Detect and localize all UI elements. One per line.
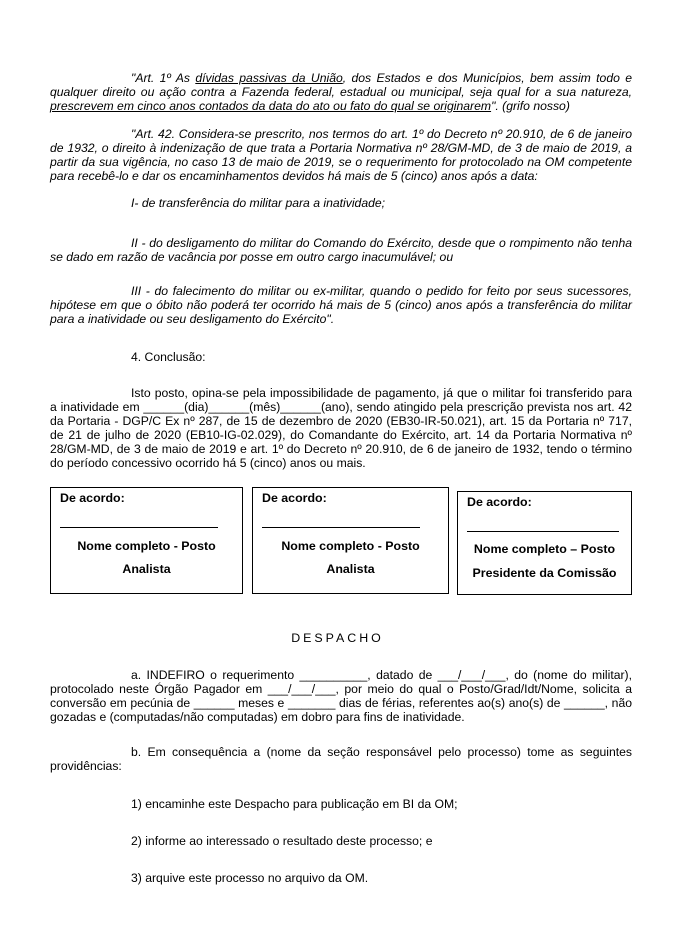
signature-box-3	[457, 491, 632, 595]
despacho-b: b. Em consequência a (nome da seção responsável pelo processo) tome as seguintes providências:	[50, 745, 632, 773]
signature-name: Nome completo - Posto	[77, 539, 216, 553]
signature-line	[60, 527, 218, 528]
quote-art1: "Art. 1º As dívidas passivas da União, dos Estados e dos Municípios, bem assim todo e qualquer direito ou ação contra a Fazenda federal, estadual ou municipal, seja qual for a sua natureza, prescrevem em cinco anos contados da data do ato ou fato do qual se originarem". (grifo nosso)	[50, 71, 632, 113]
signature-box-2	[252, 487, 449, 594]
signature-name: Nome completo – Posto	[473, 542, 616, 556]
despacho-item-2: 2) informe ao interessado o resultado deste processo; e	[131, 834, 433, 848]
signature-line	[467, 531, 619, 532]
signature-role: Analista	[326, 562, 375, 576]
quote-item-2: II - do desligamento do militar do Comando do Exército, desde que o rompimento não tenha se dado em razão de vacância por posse em outro cargo inacumulável; ou	[50, 236, 632, 264]
signature-role: Presidente da Comissão	[472, 566, 617, 580]
underlined-text: dívidas passivas da União	[195, 71, 343, 85]
quote-item-1: I- de transferência do militar para a inatividade;	[131, 196, 386, 210]
despacho-item-1: 1) encaminhe este Despacho para publicação em BI da OM;	[131, 797, 458, 811]
conclusion-heading: 4. Conclusão:	[131, 350, 206, 364]
signature-role: Analista	[122, 562, 171, 576]
quote-item-3: III - do falecimento do militar ou ex-militar, quando o pedido for feito por seus sucessores, hipótese em que o óbito não poderá ter ocorrido há mais de 5 (cinco) anos após a transferência do militar para a inatividade ou seu desligamento do Exército".	[50, 284, 632, 326]
signature-line	[262, 527, 420, 528]
conclusion-text: Isto posto, opina-se pela impossibilidade de pagamento, já que o militar foi transferido para a inatividade em ______(dia)______(mês)______(ano), sendo atingido pela prescrição prevista nos art. 42 da Portaria - DGP/C Ex nº 287, de 15 de dezembro de 2020 (EB30-IR-50.021), art. 15 da Portaria nº 717, de 21 de julho de 2020 (EB10-IG-02.029), do Comandante do Exército, art. 14 da Portaria Normativa nº 28/GM-MD, de 3 de maio de 2019 e art. 1º do Decreto nº 20.910, de 6 de janeiro de 1932, tendo o término do período concessivo ocorrido há 5 (cinco) anos ou mais.	[50, 386, 632, 470]
signature-label: De acordo:	[262, 491, 327, 505]
signature-label: De acordo:	[60, 491, 125, 505]
despacho-title: DESPACHO	[291, 631, 384, 645]
underlined-text: prescrevem em cinco anos contados da data do ato ou fato do qual se originarem	[50, 99, 492, 113]
signature-box-1	[50, 487, 243, 594]
quote-art42: "Art. 42. Considera-se prescrito, nos termos do art. 1º do Decreto nº 20.910, de 6 de janeiro de 1932, o direito à indenização de que trata a Portaria Normativa nº 28/GM-MD, de 3 de maio de 2019, a partir da sua vigência, no caso 13 de maio de 2019, se o requerimento for protocolado na OM competente para recebê-lo e dar os encaminhamentos devidos há mais de 5 (cinco) anos após a data:	[50, 127, 632, 183]
despacho-item-3: 3) arquive este processo no arquivo da OM.	[131, 871, 369, 885]
despacho-a: a. INDEFIRO o requerimento __________, datado de ___/___/___, do (nome do militar), protocolado neste Órgão Pagador em ___/___/___, por meio do qual o Posto/Grad/Idt/Nome, solicita a conversão em pecúnia de ______ meses e _______ dias de férias, referentes ao(s) ano(s) de ______, não gozadas e (computadas/não computadas) em dobro para fins de inatividade.	[50, 668, 632, 724]
signature-name: Nome completo - Posto	[281, 539, 420, 553]
signature-label: De acordo:	[467, 495, 532, 509]
